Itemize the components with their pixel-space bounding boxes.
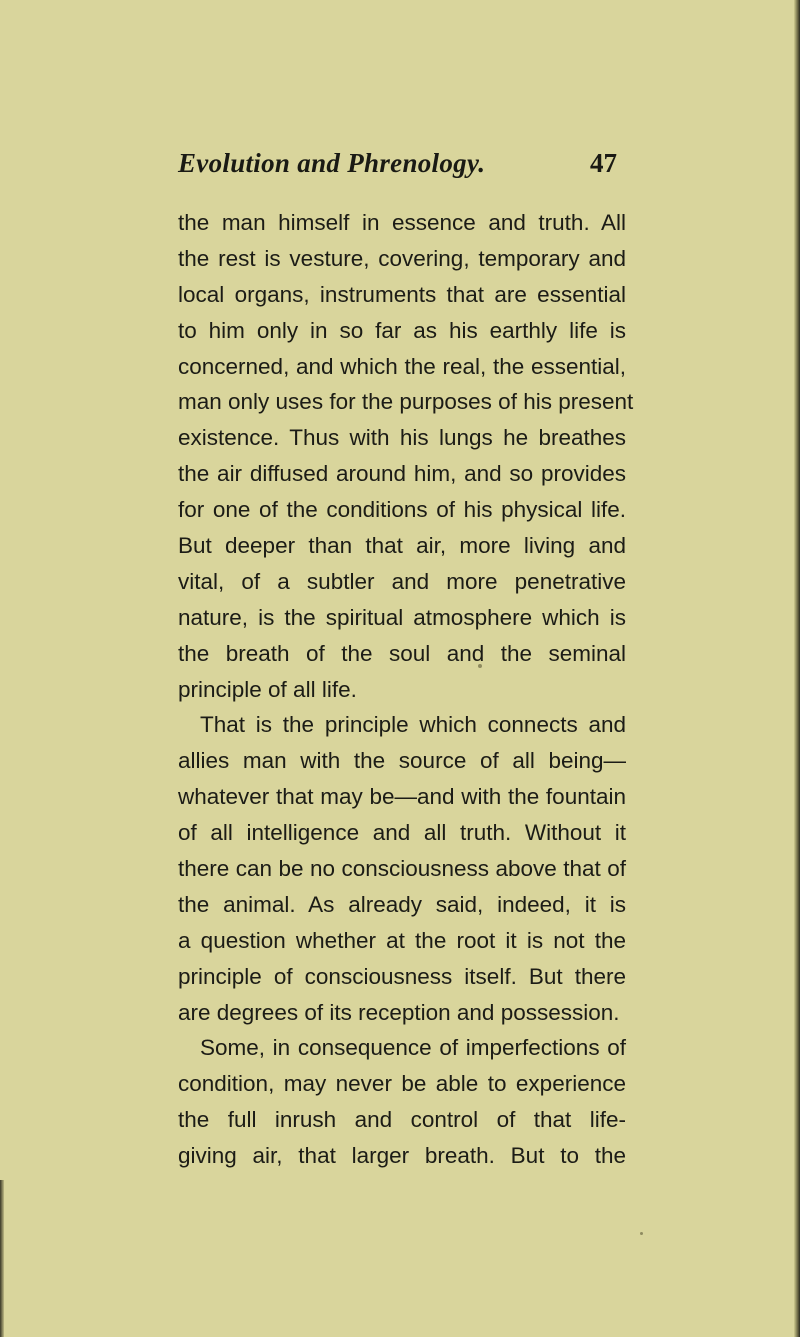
text-line: local organs, instruments that are essential — [178, 281, 626, 307]
text-line: concerned, and which the real, the essential, — [178, 353, 626, 379]
text-line: of all intelligence and all truth. Without it — [178, 820, 626, 846]
paper-speck — [640, 1232, 643, 1235]
text-line: for one of the conditions of his physical life. — [178, 497, 626, 523]
body-text — [178, 205, 634, 1174]
text-line: there can be no consciousness above that of — [178, 856, 626, 882]
page-number: 47 — [590, 148, 617, 178]
text-line: the full inrush and control of that life- — [178, 1107, 626, 1133]
text-line: the man himself in essence and truth. All — [178, 210, 626, 235]
text-line: existence. Thus with his lungs he breathes — [178, 425, 626, 451]
paragraph-start-line: Some, in consequence of imperfections of — [200, 1035, 626, 1061]
paragraph-end-line: principle of all life. — [178, 676, 357, 702]
text-line: whatever that may be—and with the fountain — [178, 784, 626, 810]
text-line: nature, is the spiritual atmosphere which is — [178, 604, 626, 630]
text-line: the rest is vesture, covering, temporary and — [178, 245, 626, 271]
paragraph-start-line: That is the principle which connects and — [200, 712, 626, 738]
running-head — [178, 148, 628, 188]
text-line: giving air, that larger breath. But to the — [178, 1143, 626, 1169]
text-line: the air diffused around him, and so provides — [178, 461, 626, 487]
page-edge-shadow-left — [0, 1180, 4, 1337]
running-head-title: Evolution and Phrenology. — [178, 148, 486, 178]
text-line: vital, of a subtler and more penetrative — [178, 568, 626, 594]
text-line: the animal. As already said, indeed, it is — [178, 891, 626, 917]
text-line: to him only in so far as his earthly life is — [178, 317, 626, 343]
text-line: principle of consciousness itself. But there — [178, 963, 626, 989]
text-line: condition, may never be able to experience — [178, 1071, 626, 1097]
text-line: the breath of the soul and the seminal — [178, 640, 626, 666]
text-line: man only uses for the purposes of his present — [178, 389, 634, 415]
text-line: But deeper than that air, more living and — [178, 533, 626, 559]
text-line: a question whether at the root it is not the — [178, 927, 626, 953]
text-line: allies man with the source of all being— — [178, 748, 626, 774]
page-edge-shadow — [794, 0, 800, 1337]
paragraph-end-line: are degrees of its reception and possession. — [178, 999, 620, 1025]
